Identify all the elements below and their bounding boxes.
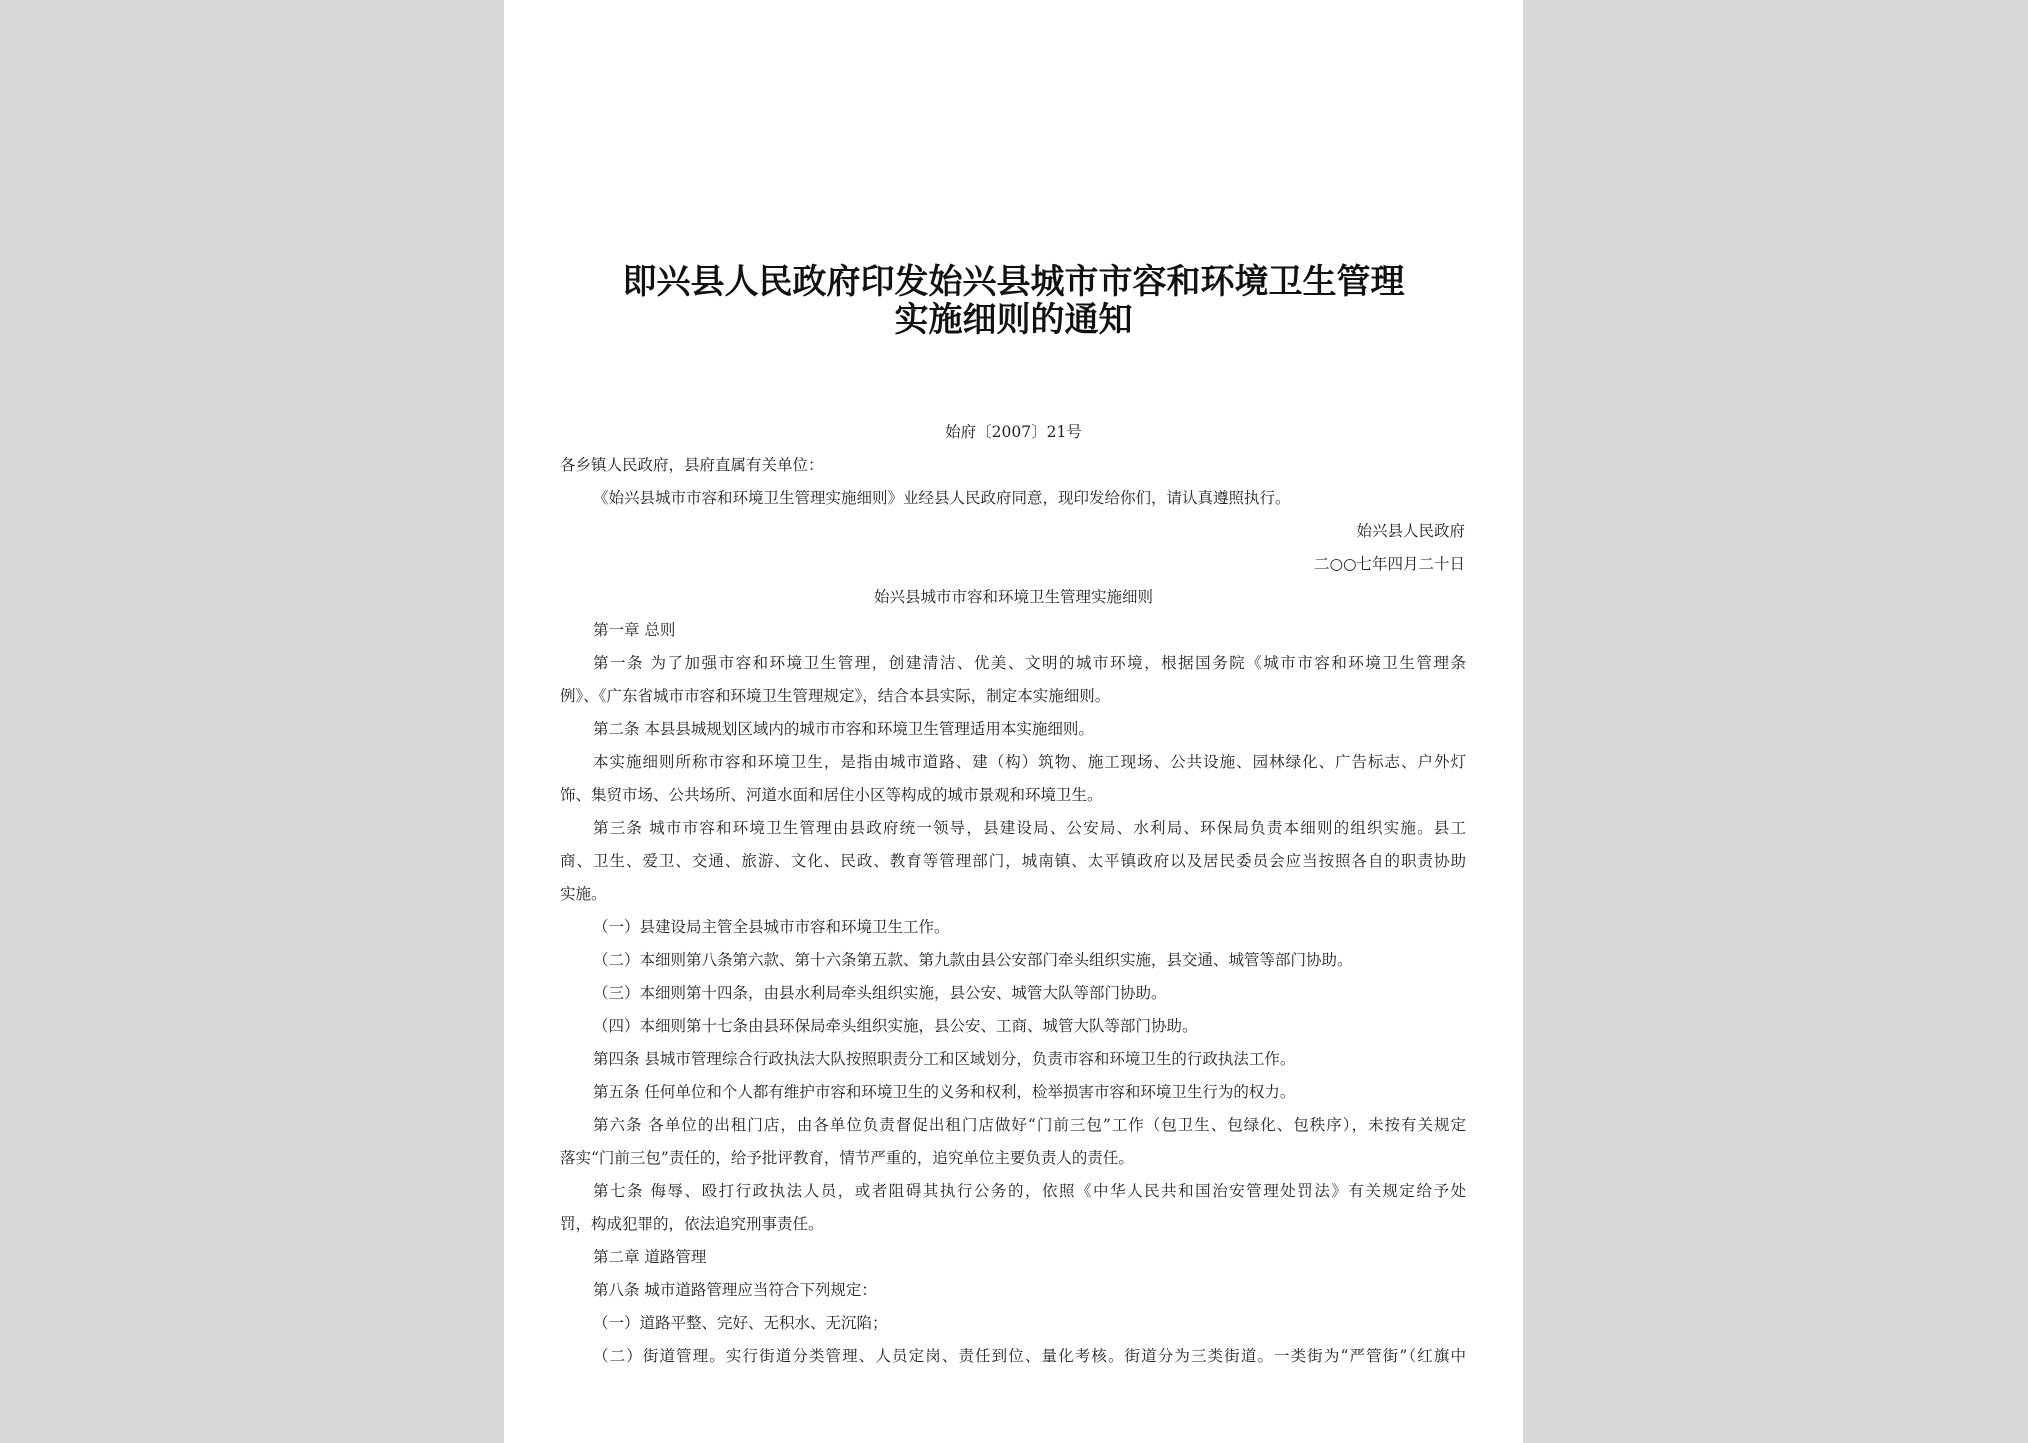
paragraph-line: 饰、集贸市场、公共场所、河道水面和居住小区等构成的城市景观和环境卫生。 bbox=[560, 786, 1103, 804]
paragraph-line: 第八条 城市道路管理应当符合下列规定： bbox=[593, 1281, 877, 1299]
paragraph-line: 第二条 本县县城规划区域内的城市市容和环境卫生管理适用本实施细则。 bbox=[593, 720, 1094, 738]
paragraph-line: 第七条 侮辱、殴打行政执法人员，或者阻碍其执行公务的，依照《中华人民共和国治安管理处罚法》有关规定给予处 bbox=[593, 1182, 1466, 1200]
paragraph-line: 第一条 为了加强市容和环境卫生管理，创建清洁、优美、文明的城市环境，根据国务院《城市市容和环境卫生管理条 bbox=[593, 654, 1466, 672]
paragraph-line: 第四条 县城市管理综合行政执法大队按照职责分工和区域划分，负责市容和环境卫生的行政执法工作。 bbox=[593, 1050, 1296, 1068]
paragraph-line: （三）本细则第十四条，由县水利局牵头组织实施，县公安、城管大队等部门协助。 bbox=[593, 984, 1167, 1002]
intro-paragraph: 《始兴县城市市容和环境卫生管理实施细则》业经县人民政府同意，现印发给你们，请认真遵照执行。 bbox=[593, 489, 1291, 507]
issuer: 始兴县人民政府 bbox=[1356, 522, 1465, 540]
paragraph-line: 第五条 任何单位和个人都有维护市容和环境卫生的义务和权利，检举损害市容和环境卫生行为的权力。 bbox=[593, 1083, 1296, 1101]
paragraph-line: 本实施细则所称市容和环境卫生，是指由城市道路、建（构）筑物、施工现场、公共设施、园林绿化、广告标志、户外灯 bbox=[593, 753, 1466, 771]
issue-date: 二○○七年四月二十日 bbox=[1313, 555, 1465, 573]
paragraph-line: （二）本细则第八条第六款、第十六条第五款、第九款由县公安部门牵头组织实施，县交通、城管等部门协助。 bbox=[593, 951, 1353, 969]
paragraph-line: 商、卫生、爱卫、交通、旅游、文化、民政、教育等管理部门，城南镇、太平镇政府以及居民委员会应当按照各自的职责协助 bbox=[560, 852, 1466, 870]
paragraph-line: 例》、《广东省城市市容和环境卫生管理规定》，结合本县实际，制定本实施细则。 bbox=[560, 687, 1111, 705]
paragraph-line: （一）道路平整、完好、无积水、无沉陷； bbox=[593, 1314, 888, 1332]
paragraph-line: 罚，构成犯罪的，依法追究刑事责任。 bbox=[560, 1215, 824, 1233]
paragraph-line: 第三条 城市市容和环境卫生管理由县政府统一领导，县建设局、公安局、水利局、环保局负责本细则的组织实施。县工 bbox=[593, 819, 1466, 837]
chapter-heading: 第一章 总则 bbox=[593, 621, 676, 639]
paragraph-line: （二）街道管理。实行街道分类管理、人员定岗、责任到位、量化考核。街道分为三类街道。一类街为“严管街”（红旗中 bbox=[593, 1347, 1466, 1365]
paragraph-line: 实施。 bbox=[560, 885, 607, 903]
regulation-subtitle: 始兴县城市市容和环境卫生管理实施细则 bbox=[873, 588, 1153, 606]
document-page bbox=[504, 0, 1523, 1443]
addressee: 各乡镇人民政府，县府直属有关单位： bbox=[560, 456, 824, 474]
document-title-line1: 即兴县人民政府印发始兴县城市市容和环境卫生管理 bbox=[622, 262, 1405, 302]
paragraph-line: 第六条 各单位的出租门店，由各单位负责督促出租门店做好“门前三包”工作（包卫生、包绿化、包秩序），未按有关规定 bbox=[593, 1116, 1466, 1134]
paragraph-line: （一）县建设局主管全县城市市容和环境卫生工作。 bbox=[593, 918, 950, 936]
document-title-line2: 实施细则的通知 bbox=[894, 300, 1133, 340]
paragraph-line: （四）本细则第十七条由县环保局牵头组织实施，县公安、工商、城管大队等部门协助。 bbox=[593, 1017, 1198, 1035]
chapter-heading: 第二章 道路管理 bbox=[593, 1248, 707, 1266]
paragraph-line: 落实“门前三包”责任的，给予批评教育，情节严重的，追究单位主要负责人的责任。 bbox=[560, 1149, 1134, 1167]
document-number: 始府〔2007〕21号 bbox=[945, 423, 1082, 441]
